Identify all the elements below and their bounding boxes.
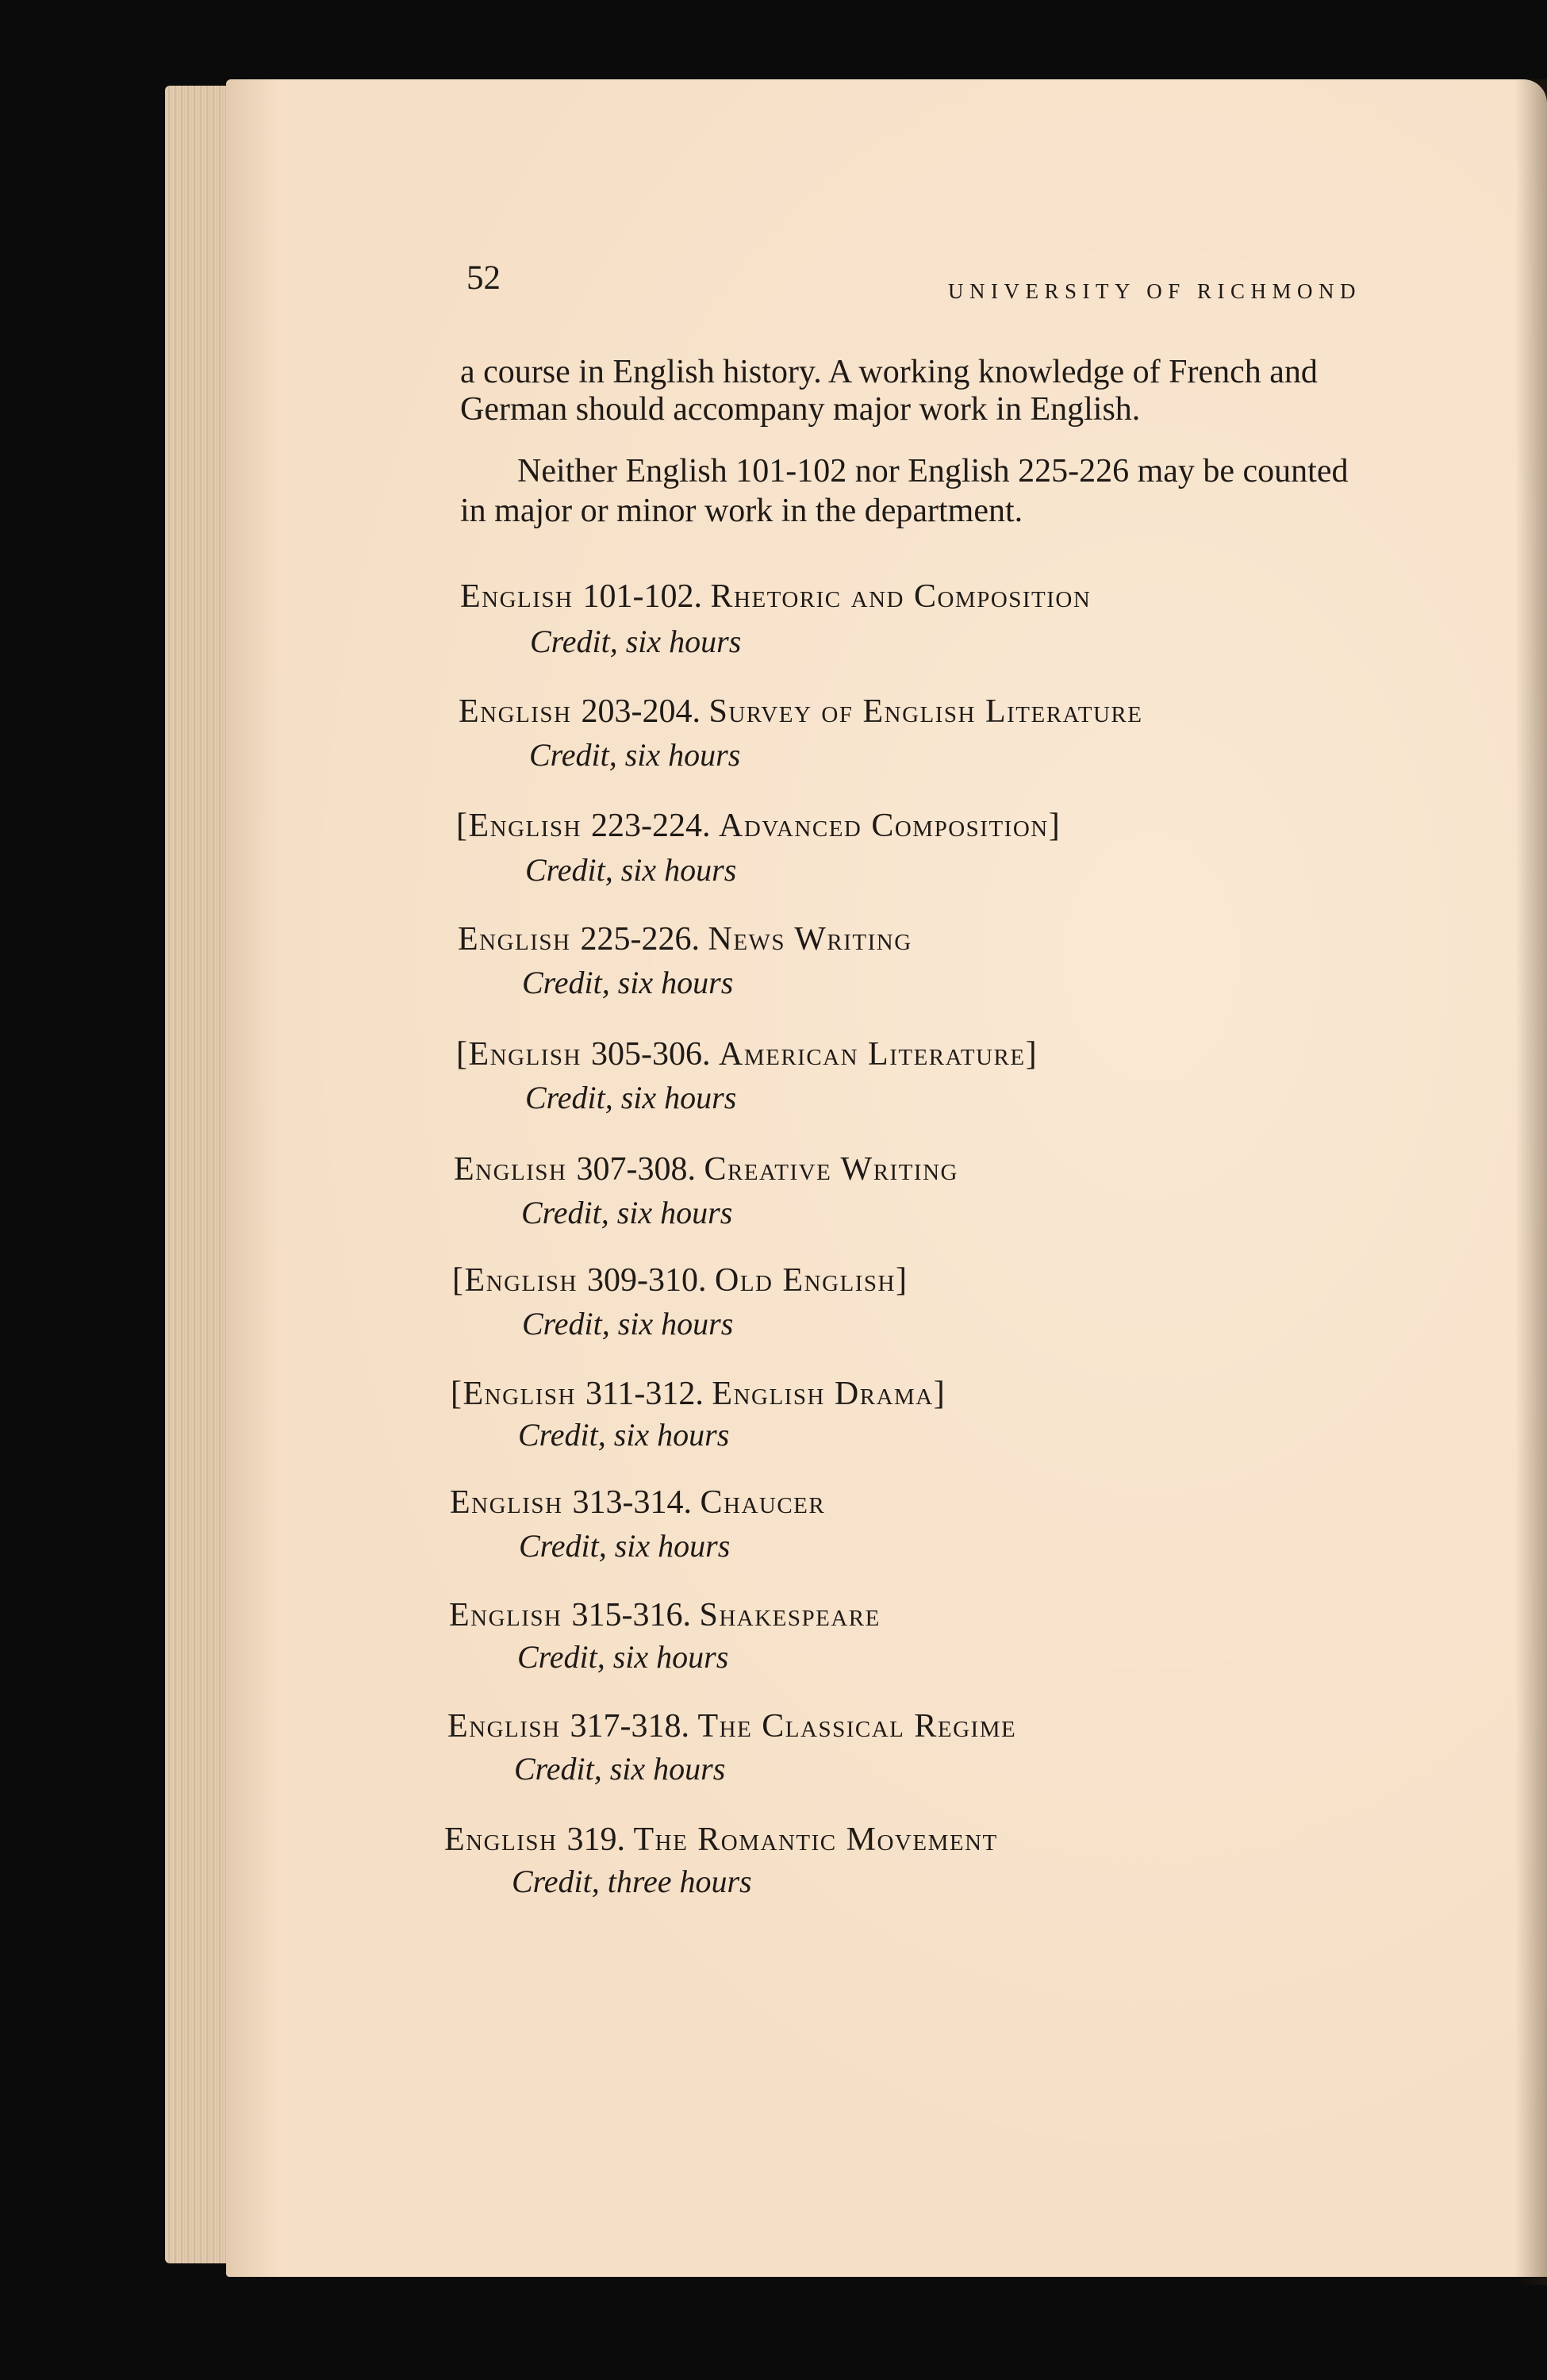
course-heading — [449, 1596, 881, 1634]
course-credit: Credit, six hours — [519, 1528, 731, 1564]
page-curl-shadow — [1515, 79, 1547, 2285]
intro-paragraph-1-line-1: a course in English history. A working knowledge of French and — [460, 354, 1318, 390]
course-title: The Romantic Movement — [633, 1821, 998, 1858]
course-credit: Credit, six hours — [529, 737, 741, 773]
course-prefix: English — [468, 1036, 591, 1073]
course-number: 223-224. — [590, 808, 719, 844]
course-number: 317-318. — [570, 1708, 698, 1745]
course-heading — [451, 1375, 946, 1413]
course-number: 315-316. — [571, 1597, 700, 1633]
bracket-close: ] — [895, 1262, 908, 1299]
course-credit: Credit, six hours — [530, 624, 742, 659]
course-credit: Credit, six hours — [525, 1080, 737, 1115]
bracket-close: ] — [1048, 808, 1061, 844]
bracket-open: [ — [456, 808, 469, 844]
course-prefix: English — [447, 1708, 570, 1745]
bracket-close: ] — [933, 1376, 946, 1412]
course-title: Old English — [714, 1262, 896, 1299]
course-heading — [458, 920, 912, 958]
course-prefix: English — [468, 808, 591, 844]
course-number: 311-312. — [585, 1376, 712, 1412]
course-heading — [454, 1150, 958, 1188]
course-credit: Credit, six hours — [518, 1417, 730, 1453]
course-prefix: English — [450, 1484, 573, 1521]
course-heading — [459, 693, 1143, 731]
course-number: 101-102. — [582, 578, 711, 615]
course-number: 307-308. — [576, 1151, 704, 1188]
course-number: 313-314. — [572, 1484, 701, 1521]
course-number: 305-306. — [590, 1036, 719, 1073]
course-title: Creative Writing — [704, 1151, 958, 1188]
course-title: Advanced Composition — [718, 808, 1049, 844]
course-prefix: English — [463, 1376, 585, 1412]
course-credit: Credit, six hours — [522, 1306, 734, 1342]
course-number: 319. — [566, 1821, 634, 1858]
course-heading — [450, 1484, 825, 1522]
course-prefix: English — [459, 693, 582, 730]
course-prefix: English — [444, 1821, 567, 1858]
course-prefix: English — [454, 1151, 577, 1188]
course-number: 203-204. — [581, 693, 709, 730]
bracket-open: [ — [456, 1036, 469, 1073]
course-prefix: English — [458, 921, 581, 958]
course-heading — [444, 1821, 998, 1859]
course-title: The Classical Regime — [697, 1708, 1017, 1745]
course-prefix: English — [460, 578, 583, 615]
course-title: Survey of English Literature — [708, 693, 1143, 730]
course-title: American Literature — [718, 1036, 1026, 1073]
course-credit: Credit, six hours — [514, 1751, 726, 1787]
course-title: English Drama — [712, 1376, 934, 1412]
course-title: News Writing — [708, 921, 912, 958]
course-credit: Credit, six hours — [525, 852, 737, 888]
course-prefix: English — [449, 1597, 572, 1633]
intro-paragraph-2-line-1: Neither English 101-102 nor English 225-226 may be counted — [517, 453, 1349, 489]
course-heading — [460, 578, 1091, 616]
course-title: Shakespeare — [699, 1597, 881, 1633]
course-heading — [452, 1261, 908, 1299]
course-heading — [456, 807, 1061, 845]
intro-paragraph-1-line-2: German should accompany major work in English. — [460, 391, 1141, 428]
course-number: 225-226. — [580, 921, 708, 958]
course-heading — [456, 1035, 1038, 1073]
course-credit: Credit, three hours — [512, 1864, 752, 1899]
course-title: Chaucer — [700, 1484, 826, 1521]
running-head: UNIVERSITY OF RICHMOND — [948, 279, 1362, 303]
bracket-open: [ — [451, 1376, 463, 1412]
bracket-close: ] — [1025, 1036, 1038, 1073]
course-title: Rhetoric and Composition — [710, 578, 1092, 615]
course-number: 309-310. — [586, 1262, 715, 1299]
course-heading — [447, 1707, 1016, 1745]
course-prefix: English — [464, 1262, 587, 1299]
course-credit: Credit, six hours — [517, 1639, 729, 1675]
course-credit: Credit, six hours — [522, 965, 734, 1000]
page-number: 52 — [466, 259, 501, 297]
intro-paragraph-2-line-2: in major or minor work in the department. — [460, 493, 1023, 529]
bracket-open: [ — [452, 1262, 465, 1299]
course-credit: Credit, six hours — [521, 1195, 733, 1230]
